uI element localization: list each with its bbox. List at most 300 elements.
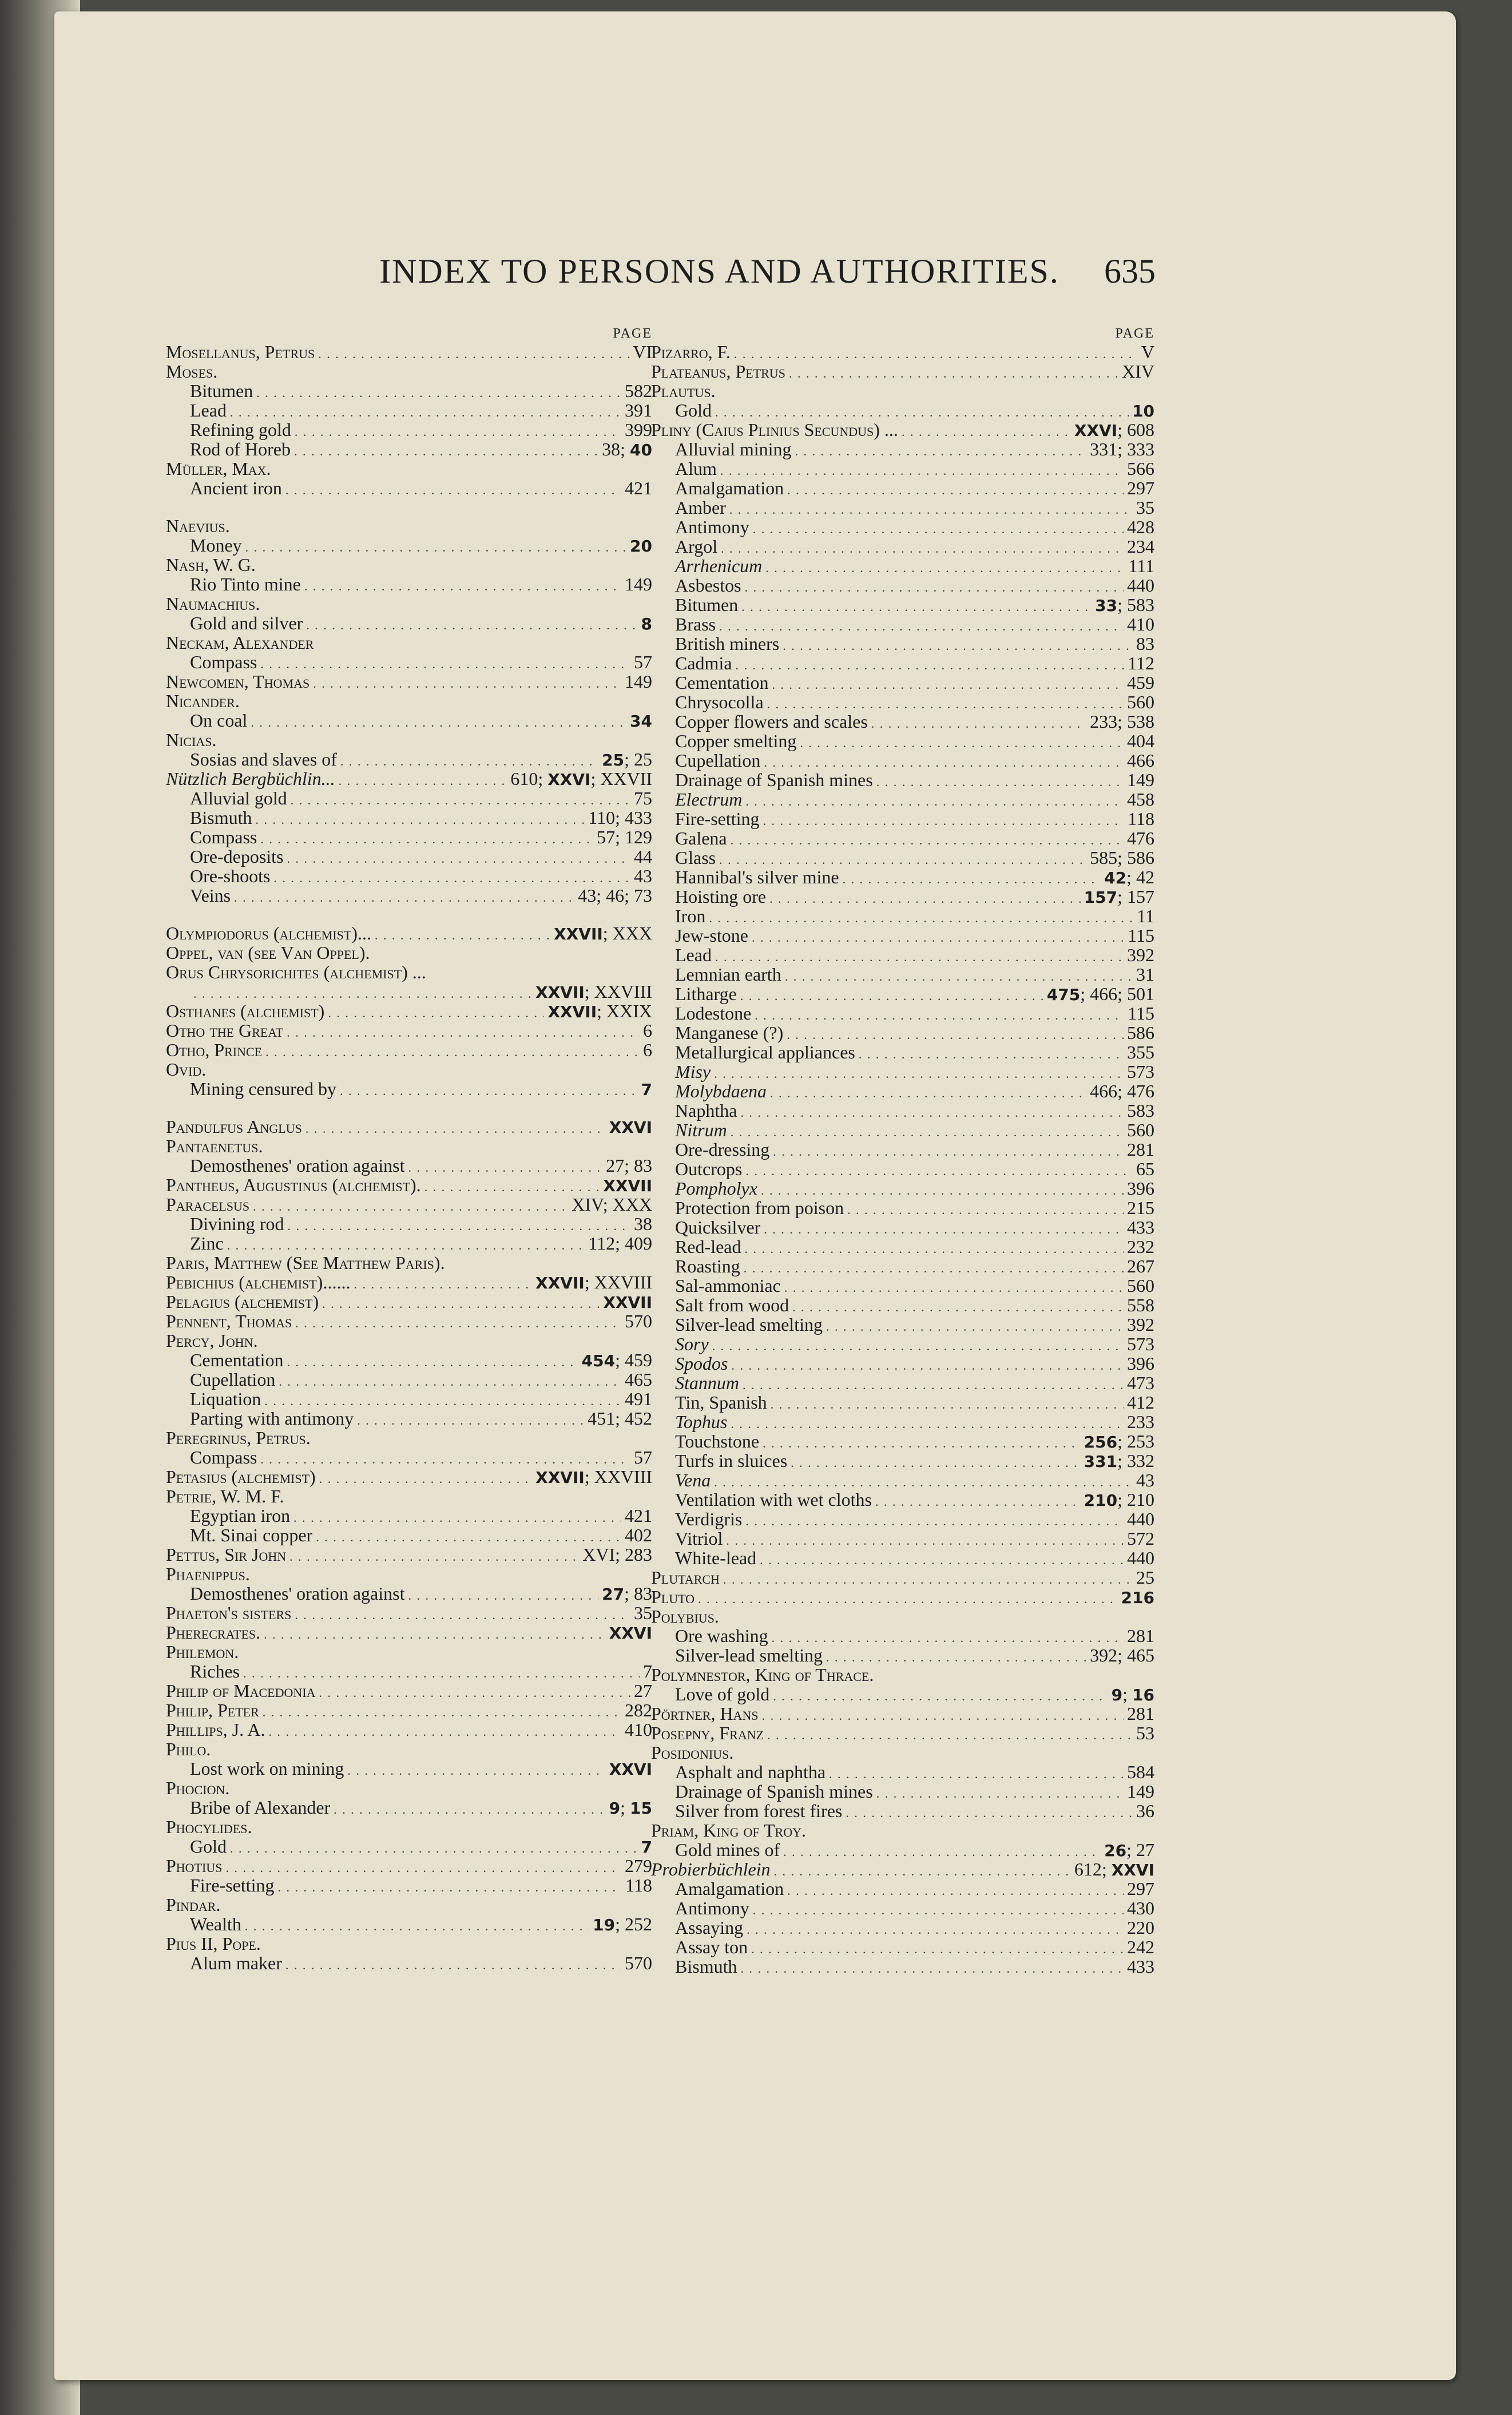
dot-leader bbox=[287, 1214, 630, 1236]
entry-pages bbox=[1127, 614, 1154, 634]
dot-leader bbox=[745, 790, 1124, 811]
page-ref: 38 bbox=[634, 1214, 652, 1234]
entry-name: Gold bbox=[675, 400, 712, 421]
entry-name: Ancient iron bbox=[190, 478, 282, 498]
index-subentry bbox=[651, 867, 1154, 887]
entry-name: Percy, John. bbox=[166, 1330, 258, 1351]
index-subentry bbox=[166, 750, 652, 769]
dot-leader bbox=[251, 711, 626, 732]
page-ref: XXVI bbox=[1074, 421, 1118, 440]
page-ref: 149 bbox=[1127, 770, 1154, 790]
page-ref: XXVI bbox=[609, 1118, 652, 1137]
index-subentry bbox=[651, 1548, 1154, 1568]
index-subentry bbox=[166, 711, 652, 730]
entry-pages bbox=[1127, 1042, 1154, 1062]
entry-pages bbox=[1128, 926, 1154, 945]
entry-name: Phaenippus. bbox=[166, 1564, 250, 1584]
page-ref: 396 bbox=[1127, 1178, 1154, 1199]
page-ref: 31 bbox=[1136, 964, 1154, 985]
entry-pages bbox=[1127, 517, 1154, 537]
index-subentry bbox=[651, 790, 1154, 809]
index-subentry bbox=[651, 653, 1154, 673]
page-ref: 281 bbox=[1127, 1625, 1154, 1646]
entry-pages bbox=[625, 478, 652, 498]
page-ref: 215 bbox=[1127, 1197, 1154, 1218]
entry-pages bbox=[630, 711, 652, 731]
entry-pages bbox=[634, 652, 652, 672]
entry-pages bbox=[634, 1603, 652, 1623]
dot-leader bbox=[719, 614, 1124, 636]
page-ref: 83 bbox=[634, 1155, 652, 1176]
page-ref: VI bbox=[633, 342, 652, 362]
index-entry bbox=[166, 362, 652, 381]
index-subentry bbox=[651, 1295, 1154, 1315]
dot-leader bbox=[289, 1545, 579, 1567]
index-entry bbox=[166, 1117, 652, 1136]
entry-name: Petrie, W. M. F. bbox=[166, 1486, 284, 1506]
page-ref: 473 bbox=[1127, 1373, 1154, 1393]
dot-leader bbox=[731, 828, 1124, 850]
dot-leader bbox=[253, 1195, 568, 1216]
page-ref: 491 bbox=[625, 1389, 652, 1409]
page-ref: XXVII bbox=[603, 1293, 652, 1312]
page-ref: 566 bbox=[1127, 458, 1154, 479]
dot-leader bbox=[245, 536, 626, 557]
entry-pages bbox=[1127, 1276, 1154, 1295]
entry-pages bbox=[1127, 1548, 1154, 1568]
entry-name: Photius bbox=[166, 1855, 223, 1876]
dot-leader bbox=[319, 1681, 630, 1703]
page-ref: 53 bbox=[1136, 1723, 1154, 1743]
dot-leader bbox=[714, 1062, 1124, 1084]
dot-leader bbox=[736, 653, 1125, 675]
page-ref: 282 bbox=[625, 1700, 652, 1720]
index-subentry bbox=[651, 984, 1154, 1004]
entry-name: Bitumen bbox=[190, 380, 253, 401]
entry-pages bbox=[634, 866, 652, 886]
index-subentry bbox=[651, 1042, 1154, 1062]
dot-leader bbox=[875, 1490, 1081, 1512]
page-ref: 421 bbox=[625, 478, 652, 498]
index-subentry bbox=[651, 1645, 1154, 1665]
entry-name: Silver-lead smelting bbox=[675, 1314, 823, 1335]
index-subentry bbox=[651, 1937, 1154, 1957]
index-entry bbox=[651, 1743, 1154, 1762]
dot-leader bbox=[876, 1782, 1124, 1803]
entry-name: Olympiodorus (alchemist)... bbox=[166, 923, 372, 943]
entry-pages: 210; 210 bbox=[1084, 1489, 1154, 1510]
entry-name: Orus Chrysorichites (alchemist) ... bbox=[166, 962, 426, 982]
page-ref: 558 bbox=[1127, 1295, 1154, 1315]
dot-leader bbox=[306, 613, 637, 635]
entry-pages bbox=[634, 1448, 652, 1467]
index-entry bbox=[651, 1821, 1154, 1840]
index-subentry bbox=[651, 1918, 1154, 1937]
entry-name: British miners bbox=[675, 633, 780, 654]
dot-leader bbox=[876, 770, 1124, 792]
dot-leader bbox=[731, 1354, 1124, 1375]
page-ref: 584 bbox=[1127, 1762, 1154, 1782]
entry-name: Phaeton's sisters bbox=[166, 1603, 292, 1623]
entry-pages bbox=[1127, 770, 1154, 790]
index-subentry bbox=[651, 1801, 1154, 1821]
index-subentry bbox=[651, 1879, 1154, 1898]
index-subentry bbox=[651, 634, 1154, 653]
page-ref: XVI bbox=[582, 1544, 616, 1565]
index-subentry bbox=[651, 731, 1154, 751]
entry-pages bbox=[625, 1700, 652, 1720]
page-ref: 57 bbox=[634, 1447, 652, 1468]
entry-pages bbox=[630, 536, 652, 556]
dot-leader bbox=[712, 1334, 1124, 1356]
index-subentry bbox=[166, 1525, 652, 1545]
dot-leader bbox=[265, 1040, 640, 1062]
index-subentry bbox=[651, 926, 1154, 945]
dot-leader bbox=[347, 1759, 605, 1780]
page-ref: 111 bbox=[1128, 556, 1154, 576]
entry-pages bbox=[1127, 1918, 1154, 1937]
entry-name: Demosthenes' oration against bbox=[190, 1583, 405, 1604]
page-ref: 430 bbox=[1127, 1898, 1154, 1918]
index-entry bbox=[166, 1311, 652, 1331]
index-subentry bbox=[651, 712, 1154, 731]
page-ref: 43 bbox=[1136, 1470, 1154, 1490]
index-subentry bbox=[166, 847, 652, 866]
index-subentry bbox=[166, 1914, 652, 1934]
index-subentry bbox=[651, 556, 1154, 576]
dot-leader bbox=[225, 1856, 621, 1878]
dot-leader bbox=[774, 1859, 1071, 1881]
index-subentry bbox=[651, 1237, 1154, 1256]
entry-pages bbox=[1132, 400, 1154, 421]
index-entry bbox=[166, 1603, 652, 1623]
entry-name: Cupellation bbox=[190, 1369, 276, 1390]
index-subentry bbox=[651, 1159, 1154, 1179]
dot-leader bbox=[767, 1723, 1133, 1745]
index-subentry bbox=[651, 614, 1154, 634]
entry-pages bbox=[625, 1953, 652, 1973]
index-subentry bbox=[166, 439, 652, 459]
index-subentry bbox=[651, 1840, 1154, 1859]
page-ref: 433 bbox=[1127, 1217, 1154, 1238]
entry-name: Argol bbox=[675, 536, 718, 557]
entry-name: Brass bbox=[675, 614, 716, 635]
dot-leader bbox=[902, 420, 1071, 442]
entry-name: Sory bbox=[675, 1334, 709, 1354]
entry-name: Pluto bbox=[651, 1587, 695, 1607]
dot-leader bbox=[826, 1315, 1124, 1337]
dot-leader bbox=[772, 673, 1124, 695]
page-ref: 19 bbox=[593, 1916, 616, 1934]
dot-leader bbox=[745, 576, 1124, 597]
entry-pages: XXVII; XXVIII bbox=[535, 981, 652, 1002]
entry-name: Oppel, van (see Van Oppel). bbox=[166, 942, 370, 963]
dot-leader bbox=[295, 1603, 630, 1625]
entry-name: Posidonius. bbox=[651, 1742, 734, 1763]
dot-leader bbox=[745, 1237, 1124, 1259]
dot-leader bbox=[829, 1762, 1124, 1784]
page-ref: 281 bbox=[1127, 1139, 1154, 1160]
entry-name: Phocylides. bbox=[166, 1817, 252, 1837]
entry-pages bbox=[1127, 673, 1154, 692]
entry-name: Molybdaena bbox=[675, 1081, 767, 1101]
entry-name: Cadmia bbox=[675, 653, 732, 673]
page-ref: XXVIII bbox=[594, 981, 652, 1002]
index-entry bbox=[166, 1428, 652, 1448]
entry-name: Paris, Matthew (See Matthew Paris). bbox=[166, 1252, 445, 1273]
page-ref: 220 bbox=[1127, 1917, 1154, 1938]
page-ref: 115 bbox=[1128, 925, 1154, 946]
dot-leader bbox=[751, 1937, 1124, 1959]
page-ref: 42 bbox=[1136, 867, 1154, 887]
entry-pages: XXVI; 608 bbox=[1074, 419, 1154, 440]
index-entry bbox=[651, 381, 1154, 400]
dot-leader bbox=[263, 1700, 621, 1722]
index-column-left bbox=[166, 325, 652, 1973]
page-ref: 560 bbox=[1127, 1275, 1154, 1296]
page-ref: XXIX bbox=[606, 1001, 652, 1021]
entry-name: Pettus, Sir John bbox=[166, 1544, 287, 1565]
entry-name: Cementation bbox=[190, 1350, 284, 1370]
entry-name: Touchstone bbox=[675, 1431, 760, 1452]
entry-name: Arrhenicum bbox=[675, 556, 763, 576]
dot-leader bbox=[847, 1198, 1124, 1220]
entry-pages: XXVII; XXVIII bbox=[535, 1466, 652, 1487]
page-ref: XXVII bbox=[535, 983, 585, 1002]
entry-pages: 454; 459 bbox=[581, 1350, 652, 1370]
index-entry bbox=[651, 362, 1154, 381]
entry-pages bbox=[1122, 362, 1154, 381]
dot-leader bbox=[260, 1448, 630, 1469]
index-subentry bbox=[166, 1584, 652, 1603]
entry-pages: 392; 465 bbox=[1090, 1645, 1154, 1665]
index-subentry bbox=[166, 1214, 652, 1234]
dot-leader bbox=[285, 478, 621, 500]
entry-name: Phillips, J. A. bbox=[166, 1719, 265, 1740]
index-entry bbox=[166, 1895, 652, 1914]
page-ref: XIV bbox=[572, 1194, 603, 1215]
entry-name: Osthanes (alchemist) bbox=[166, 1001, 325, 1021]
page-ref: 399 bbox=[625, 419, 652, 440]
page-ref: 20 bbox=[630, 537, 652, 556]
entry-pages bbox=[1136, 1159, 1154, 1179]
index-subentry bbox=[651, 945, 1154, 965]
entry-pages: 27; 83 bbox=[602, 1583, 652, 1604]
entry-name: Lodestone bbox=[675, 1003, 752, 1024]
index-subentry bbox=[166, 1234, 652, 1253]
index-entry bbox=[166, 1060, 652, 1079]
page-ref: 585 bbox=[1090, 847, 1118, 868]
page-ref: V bbox=[1141, 342, 1154, 362]
entry-name: Ore-dressing bbox=[675, 1139, 770, 1160]
index-subentry bbox=[166, 1798, 652, 1817]
entry-pages bbox=[603, 1175, 652, 1196]
page-ref: 573 bbox=[1127, 1334, 1154, 1354]
entry-pages: 9; 16 bbox=[1111, 1684, 1154, 1704]
entry-pages bbox=[1128, 653, 1154, 673]
dot-leader bbox=[859, 1042, 1124, 1064]
index-entry bbox=[166, 1467, 652, 1486]
entry-name: Mining censured by bbox=[190, 1078, 336, 1099]
entry-name: Philemon. bbox=[166, 1641, 239, 1662]
dot-leader bbox=[294, 439, 598, 461]
index-entry bbox=[166, 1817, 652, 1837]
entry-name: Fire-setting bbox=[675, 808, 760, 829]
entry-pages bbox=[625, 574, 652, 594]
dot-leader bbox=[328, 1001, 544, 1023]
index-entry bbox=[166, 555, 652, 574]
index-subentry bbox=[651, 906, 1154, 926]
dot-leader bbox=[264, 1623, 606, 1644]
page-ref: 560 bbox=[1127, 692, 1154, 712]
dot-leader bbox=[319, 1467, 532, 1489]
page-ref: 586 bbox=[1127, 847, 1154, 868]
dot-leader bbox=[268, 1720, 621, 1742]
index-entry bbox=[166, 1292, 652, 1311]
index-subentry bbox=[166, 1350, 652, 1370]
entry-pages bbox=[1127, 1062, 1154, 1081]
index-entry bbox=[166, 1623, 652, 1642]
index-subentry bbox=[651, 595, 1154, 614]
entry-name: Compass bbox=[190, 1447, 257, 1468]
entry-name: Gold mines of bbox=[675, 1839, 780, 1860]
page-ref: 476 bbox=[1127, 1081, 1154, 1101]
page-ref: XXVI bbox=[609, 1760, 652, 1779]
index-subentry bbox=[166, 536, 652, 555]
entry-pages bbox=[634, 847, 652, 866]
entry-pages bbox=[1127, 1529, 1154, 1548]
entry-name: Asbestos bbox=[675, 575, 741, 596]
page-ref: 570 bbox=[625, 1311, 652, 1331]
entry-name: Plautus. bbox=[651, 380, 716, 401]
dot-leader bbox=[408, 1584, 598, 1605]
index-entry bbox=[166, 1545, 652, 1564]
entry-name: On coal bbox=[190, 710, 248, 731]
index-subentry bbox=[166, 1759, 652, 1778]
entry-name: Quicksilver bbox=[675, 1217, 761, 1238]
entry-pages: 331; 333 bbox=[1090, 439, 1154, 459]
dot-leader bbox=[305, 1117, 606, 1139]
entry-pages: 57; 129 bbox=[597, 827, 652, 847]
index-subentry bbox=[651, 1529, 1154, 1548]
page-ref: 216 bbox=[1121, 1588, 1154, 1607]
entry-pages bbox=[1127, 1782, 1154, 1801]
entry-pages bbox=[625, 420, 652, 439]
dot-leader bbox=[295, 420, 621, 442]
index-subentry bbox=[651, 517, 1154, 537]
page-ref: 110 bbox=[588, 807, 616, 828]
dot-leader bbox=[773, 1140, 1124, 1161]
page-ref: 433 bbox=[625, 807, 652, 828]
page-ref: 279 bbox=[625, 1855, 652, 1876]
dot-leader bbox=[408, 1156, 602, 1177]
index-entry bbox=[166, 962, 652, 982]
index-subentry bbox=[651, 770, 1154, 790]
entry-pages bbox=[625, 672, 652, 691]
index-subentry bbox=[166, 788, 652, 808]
index-subentry bbox=[651, 1081, 1154, 1101]
page-ref: 392 bbox=[1127, 1314, 1154, 1335]
entry-name: Neckam, Alexander bbox=[166, 632, 314, 653]
entry-pages: 331; 332 bbox=[1084, 1450, 1154, 1471]
index-entry bbox=[166, 1040, 652, 1060]
dot-leader bbox=[278, 1875, 622, 1897]
page-ref: XXVIII bbox=[594, 1466, 652, 1487]
entry-pages: 26; 27 bbox=[1104, 1839, 1154, 1860]
index-subentry bbox=[166, 1389, 652, 1409]
page-ref: XXVII bbox=[603, 1176, 652, 1195]
dot-leader bbox=[763, 1431, 1081, 1453]
page-ref: 112 bbox=[588, 1233, 616, 1254]
entry-name: Priam, King of Troy. bbox=[651, 1820, 806, 1841]
page-ref: 6 bbox=[643, 1020, 652, 1041]
page-ref: 283 bbox=[625, 1544, 652, 1565]
entry-name: Pennent, Thomas bbox=[166, 1311, 292, 1331]
page-ref: 428 bbox=[1127, 517, 1154, 537]
entry-name: Tin, Spanish bbox=[675, 1392, 767, 1413]
entry-pages bbox=[1128, 809, 1154, 828]
index-column-right bbox=[651, 325, 1154, 1976]
dot-leader bbox=[340, 1079, 638, 1101]
index-subentry bbox=[651, 1276, 1154, 1295]
index-entry bbox=[166, 1021, 652, 1040]
index-subentry bbox=[651, 1431, 1154, 1451]
index-subentry bbox=[651, 1120, 1154, 1140]
entry-name: Iron bbox=[675, 906, 706, 926]
entry-pages: XXVII; XXIX bbox=[547, 1001, 652, 1021]
entry-pages bbox=[1127, 1354, 1154, 1373]
page-ref: 73 bbox=[634, 885, 652, 906]
dot-leader bbox=[741, 595, 1092, 617]
page-ref: 115 bbox=[1128, 1003, 1154, 1024]
entry-name: Wealth bbox=[190, 1914, 241, 1934]
entry-name: Spodos bbox=[675, 1353, 728, 1374]
index-entry bbox=[166, 1642, 652, 1661]
entry-pages bbox=[1127, 731, 1154, 751]
entry-pages bbox=[1127, 945, 1154, 965]
entry-name: Petasius (alchemist) bbox=[166, 1466, 316, 1487]
index-entry bbox=[166, 1175, 652, 1195]
index-subentry bbox=[651, 828, 1154, 848]
entry-name: Galena bbox=[675, 828, 727, 848]
page-ref: 465 bbox=[1127, 1645, 1154, 1665]
dot-leader bbox=[773, 1684, 1108, 1706]
entry-pages bbox=[1127, 692, 1154, 712]
index-entry bbox=[166, 1720, 652, 1739]
dot-leader bbox=[260, 652, 630, 674]
index-entry bbox=[651, 1607, 1154, 1626]
page-ref: 33 bbox=[1095, 596, 1118, 615]
entry-name: Polymnestor, King of Thrace. bbox=[651, 1664, 874, 1685]
entry-name: Money bbox=[190, 535, 242, 556]
index-subentry bbox=[166, 1506, 652, 1525]
dot-leader bbox=[771, 1393, 1124, 1414]
page-ref: 118 bbox=[1128, 808, 1154, 829]
index-subentry bbox=[166, 652, 652, 672]
entry-name: Naevius. bbox=[166, 515, 230, 536]
entry-pages bbox=[634, 1214, 652, 1234]
entry-name: Ventilation with wet cloths bbox=[675, 1489, 872, 1510]
page-ref: 459 bbox=[1127, 672, 1154, 693]
index-subentry bbox=[651, 478, 1154, 498]
page-ref: 402 bbox=[625, 1525, 652, 1545]
dot-leader bbox=[760, 1548, 1124, 1570]
index-subentry bbox=[651, 1334, 1154, 1354]
page-ref: XXVII bbox=[554, 925, 603, 943]
entry-pages: 43; 46; 73 bbox=[578, 885, 652, 906]
entry-pages bbox=[1127, 1120, 1154, 1140]
index-subentry bbox=[651, 1004, 1154, 1023]
